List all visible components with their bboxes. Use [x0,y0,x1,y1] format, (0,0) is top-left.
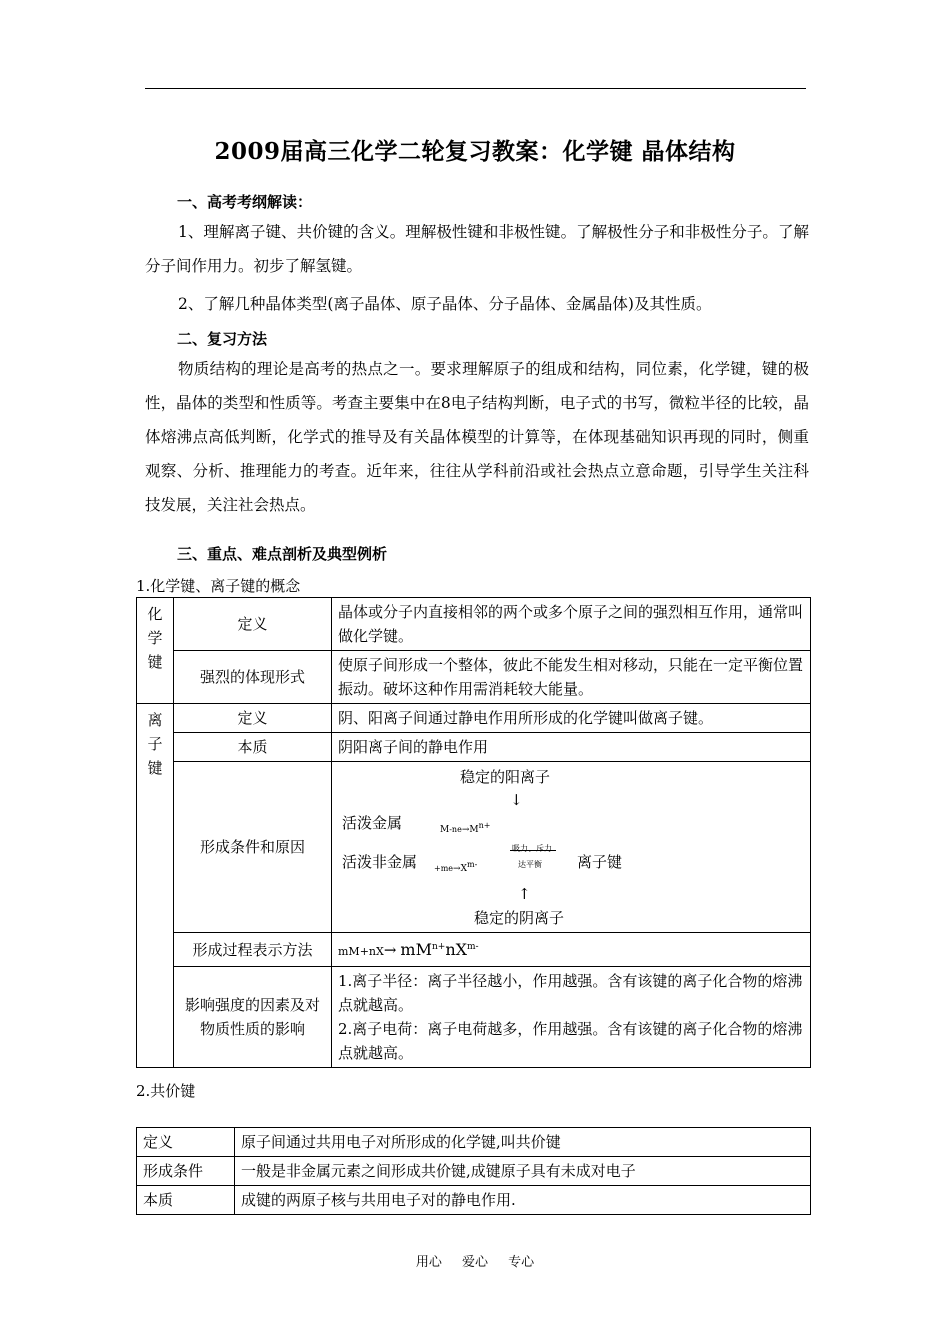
row-value: 晶体或分子内直接相邻的两个或多个原子之间的强烈相互作用，通常叫做化学键。 [332,598,811,651]
arrow-down-icon: ↓ [510,791,523,809]
stable-anion-label: 稳定的阴离子 [474,909,565,927]
header-rule [145,88,806,89]
row-value: 成键的两原子核与共用电子对的静电作用. [235,1186,811,1215]
row-label: 形成条件和原因 [174,762,332,933]
factor-ion-radius: 1.离子半径：离子半径越小，作用越强。含有该键的离子化合物的熔沸点就越高。 [338,972,803,1014]
anion-charge: m- [467,942,479,952]
row-label: 影响强度的因素及对物质性质的影响 [174,967,332,1068]
metal-equation [440,814,490,842]
ionic-bond-table [136,597,811,1068]
chemical-bond-group-label: 化 学 键 [137,598,174,704]
metal-symbol: M [440,825,450,835]
ionic-bond-group-label: 离 子 键 [137,704,174,1068]
section1-paragraph2: 2、了解几种晶体类型(离子晶体、原子晶体、分子晶体、金属晶体)及其性质。 [178,295,712,313]
section1-paragraph1: 1、理解离子键、共价键的含义。理解极性键和非极性键。了解极性分子和非极性分子。了解分子间作用力。初步了解氢键。 [145,223,809,275]
anion-charge: m- [467,860,478,869]
table1-caption: 1.化学键、离子键的概念 [136,577,301,595]
stable-cation-label: 稳定的阳离子 [460,768,551,786]
arrow-right-icon: → [383,941,397,959]
cation-symbol: M [469,825,479,835]
row-label: 形成过程表示方法 [174,933,332,967]
factor-ion-charge: 2.离子电荷：离子电荷越多，作用越强。含有该键的离子化合物的熔沸点就越高。 [338,1020,803,1062]
page-title: 2009届高三化学二轮复习教案：化学键 晶体结构 [214,138,736,165]
footer-text: 爱心 [461,1255,488,1270]
formation-equation [332,933,811,967]
row-label: 本质 [174,733,332,762]
row-label: 定义 [137,1128,235,1157]
ionic-formation-diagram [332,762,810,932]
arrow-right-icon: → [461,825,470,835]
anion-symbol: X [460,864,467,874]
page-footer [0,1251,950,1270]
anion-term: nX [445,940,468,959]
footer-text: 用心 [415,1255,442,1270]
row-label: 本质 [137,1186,235,1215]
electron-gain-label: +me [434,864,454,873]
nonmetal-equation [434,853,477,881]
ionic-bond-result-label: 离子键 [577,853,623,871]
equilibrium-arrow-icon [510,850,556,851]
arrow-up-icon: ↑ [518,885,531,903]
cation-charge: n+ [478,821,491,830]
row-label: 强烈的体现形式 [174,651,332,704]
row-value: 原子间通过共用电子对所形成的化学键,叫共价键 [235,1128,811,1157]
equilibrium-label: 达平衡 [518,860,542,869]
attraction-repulsion-label: 吸力、斥力 [512,844,552,853]
arrow-right-icon: → [453,864,461,874]
cation-term: mM [400,940,432,959]
section2-heading: 二、复习方法 [177,330,268,348]
active-metal-label: 活泼金属 [342,814,403,832]
section3-heading: 三、重点、难点剖析及典型例析 [177,545,388,563]
footer-text: 专心 [508,1255,535,1270]
cation-charge: n+ [431,942,446,952]
row-value: 一般是非金属元素之间形成共价键,成键原子具有未成对电子 [235,1157,811,1186]
row-value: 阴阳离子间的静电作用 [332,733,811,762]
active-nonmetal-label: 活泼非金属 [342,853,418,871]
row-label: 形成条件 [137,1157,235,1186]
covalent-bond-table [136,1127,811,1215]
row-value: 阴、阳离子间通过静电作用所形成的化学键叫做离子键。 [332,704,811,733]
section1-heading: 一、高考考纲解读： [177,193,313,211]
row-label: 定义 [174,598,332,651]
row-value [332,967,811,1068]
row-value: 使原子间形成一个整体，彼此不能发生相对移动，只能在一定平衡位置 振动。破坏这种作用需消耗较大能量。 [332,651,811,704]
row-label: 定义 [174,704,332,733]
section2-paragraph: 物质结构的理论是高考的热点之一。要求理解原子的组成和结构，同位素，化学键，键的极性，晶体的类型和性质等。考查主要集中在8电子结构判断，电子式的书写，微粒半径的比较，晶体熔沸点高低判断，化学式的推导及有关晶体模型的计算等，在体现基础知识再现的同时，侧重观察、分析、推理能力的考查。近年来，往往从学科前沿或社会热点立意命题，引导学生关注科技发展，关注社会热点。 [145,360,809,514]
electron-loss-label: -ne [449,825,462,834]
equation-lhs: mM+nX [338,945,384,958]
table2-caption: 2.共价键 [136,1082,196,1100]
